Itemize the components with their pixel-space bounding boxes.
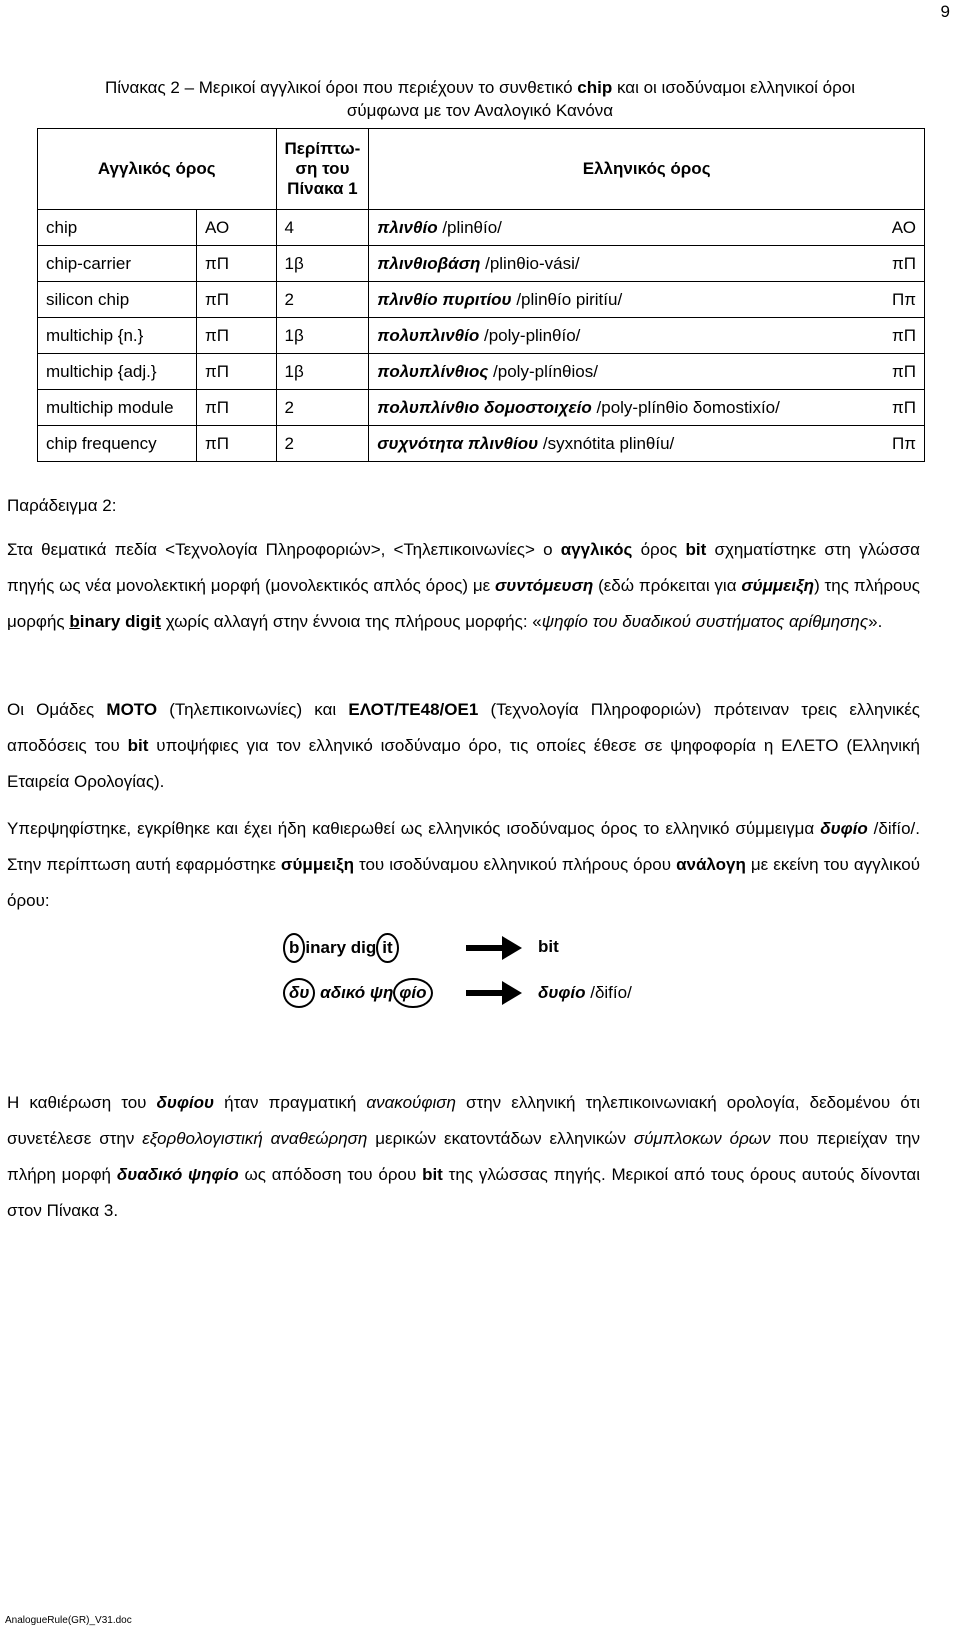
circled-part: it [376,933,398,963]
text: Υπερψηφίστηκε, εγκρίθηκε και έχει ήδη καθιερωθεί ως ελληνικός ισοδύναμος όρος το ελληνικό σύμμειγμα [7,819,821,838]
text: Η καθιέρωση του [7,1093,157,1112]
table-row [38,318,925,354]
circled-part: φίο [393,978,432,1008]
cell-greek-term [369,246,849,282]
paragraph-2 [7,692,920,800]
text-bold: ΕΛΟΤ/ΤΕ48/ΟΕ1 [348,700,479,719]
caption-bold: chip [577,78,613,97]
diagram-row-english [283,933,399,963]
cell-greek-type: πΠ [849,246,925,282]
greek-term-transliteration: /plinθío/ [437,217,502,237]
table-row [38,246,925,282]
text: /δifío/. Στην περίπτωση αυτή εφαρμόστηκε [7,819,920,874]
cell-case: 2 [276,282,369,318]
circled-part: b [283,933,305,963]
greek-term-transliteration: /plinθio-vási/ [480,253,580,273]
text-bold: bit [422,1165,443,1184]
greek-term-transliteration: /poly-plínθios/ [488,361,598,381]
greek-term-transliteration: /poly-plínθio δomostixío/ [591,397,780,417]
text-bold: bit [127,736,149,755]
greek-term-transliteration: /poly-plinθío/ [479,325,581,345]
cell-greek-term [369,282,849,318]
text-bold-italic: δυφίου [156,1093,215,1112]
cell-case: 1β [276,318,369,354]
text-bold: bit [685,540,707,559]
table-row [38,354,925,390]
cell-english-type: πΠ [197,354,276,390]
cell-greek-term [369,210,849,246]
cell-english-term: silicon chip [38,282,197,318]
text-bold-italic: σύμμειξη [741,576,815,595]
text-bold: inary digi [79,612,156,631]
greek-term-bold: πλινθίο [377,217,438,237]
circled-part: δυ [283,978,315,1008]
text-italic: εξορθολογιστική αναθεώρηση [142,1129,368,1148]
cell-english-type: πΠ [197,390,276,426]
text: (Τεχνολογία Πληροφοριών) πρότειναν τρεις ελληνικές αποδόσεις του [7,700,920,755]
diagram-result-english: bit [538,937,559,956]
text: /δifío/ [585,983,632,1002]
cell-english-type: πΠ [197,426,276,462]
text-bold: σύμμειξη [280,855,354,874]
text: ως απόδοση του όρου [238,1165,423,1184]
text-italic: ψηφίο του δυαδικού συστήματος αρίθμησης [541,612,869,631]
text: Στα θεματικά πεδία <Τεχνολογία Πληροφοριών>, <Τηλεπικοινωνίες> ο [7,540,561,559]
table-row [38,426,925,462]
text: ». [868,612,883,631]
text: του ισοδύναμου ελληνικού πλήρους όρου [353,855,677,874]
text-bold-underline: b [69,612,80,631]
greek-term-bold: πλινθίο πυριτίου [377,289,512,309]
arrow-right-icon [466,981,522,1005]
cell-greek-term [369,426,849,462]
cell-greek-type: πΠ [849,318,925,354]
header-english: Αγγλικός όρος [38,129,277,210]
text: (εδώ πρόκειται για [593,576,742,595]
greek-term-bold: πλινθιοβάση [377,253,481,273]
cell-english-term: chip [38,210,197,246]
blend-diagram [0,925,960,1055]
caption-prefix: Πίνακας 2 – Μερικοί αγγλικοί όροι που περιέχουν το συνθετικό [104,78,578,97]
paragraph-4 [7,1085,920,1229]
cell-english-term: multichip module [38,390,197,426]
cell-case: 1β [276,354,369,390]
cell-case: 2 [276,390,369,426]
cell-greek-type: πΠ [849,390,925,426]
cell-english-term: multichip {n.} [38,318,197,354]
text-bold: ΜΟΤΟ [106,700,158,719]
cell-greek-term [369,354,849,390]
header-case: Περίπτω- ση του Πίνακα 1 [276,129,369,210]
terms-table [37,128,925,462]
cell-case: 4 [276,210,369,246]
text: με εκείνη του αγγλικού όρου: [7,855,921,910]
paragraph-3 [7,811,920,919]
arrow-right-icon [466,936,522,960]
uncircled-part: αδικό ψη [315,983,394,1002]
text-italic: ανακούφιση [366,1093,456,1112]
footer-filename: AnalogueRule(GR)_V31.doc [5,1615,132,1626]
cell-case: 1β [276,246,369,282]
text: (Τηλεπικοινωνίες) και [157,700,349,719]
text: υποψήφιες για τον ελληνικό ισοδύναμο όρο, τις οποίες έθεσε σε ψηφοφορία η ΕΛΕΤΟ (Ελληνική Εταιρεία Ορολογίας). [7,736,921,791]
text-bold-italic: δυαδικό ψηφίο [116,1165,239,1184]
cell-english-type: πΠ [197,246,276,282]
table-header-row [38,129,925,210]
text: ) της πλήρους μορφής [7,576,921,631]
cell-english-term: chip frequency [38,426,197,462]
cell-greek-term [369,318,849,354]
header-greek: Ελληνικός όρος [369,129,925,210]
cell-greek-type: πΠ [849,354,925,390]
cell-greek-term [369,390,849,426]
greek-term-bold: συχνότητα πλινθίου [377,433,539,453]
cell-case: 2 [276,426,369,462]
diagram-row-greek [283,978,433,1008]
caption-line2: σύμφωνα με τον Αναλογικό Κανόνα [346,101,614,120]
example-heading: Παράδειγμα 2: [7,496,117,515]
cell-greek-type: ΑΟ [849,210,925,246]
greek-term-transliteration: /syxnótita plinθíu/ [538,433,675,453]
text: που περιείχαν την πλήρη μορφή [7,1129,921,1184]
cell-english-type: πΠ [197,282,276,318]
text: Οι Ομάδες [7,700,107,719]
caption-suffix: και οι ισοδύναμοι ελληνικοί όροι [612,78,856,97]
text: μερικών εκατοντάδων ελληνικών [367,1129,634,1148]
cell-english-term: multichip {adj.} [38,354,197,390]
text-bold: ανάλογη [676,855,746,874]
text-bold-italic: συντόμευση [495,576,594,595]
text-bold-underline: t [155,612,161,631]
table-row [38,210,925,246]
uncircled-part: inary dig [305,938,377,957]
text: ήταν πραγματική [214,1093,367,1112]
text: χωρίς αλλαγή στην έννοια της πλήρους μορφής: « [160,612,542,631]
table-row [38,282,925,318]
text: σχηματίστηκε στη γλώσσα πηγής ως νέα μονολεκτική μορφή (μονολεκτικός απλός όρος) με [7,540,921,595]
text-bold-italic: δυφίο [820,819,868,838]
text: όρος [632,540,686,559]
cell-english-type: πΠ [197,318,276,354]
page-number: 9 [940,2,950,21]
paragraph-1 [7,532,920,640]
cell-greek-type: Ππ [849,426,925,462]
text: στην ελληνική τηλεπικοινωνιακή ορολογία, δεδομένου ότι συνετέλεσε στην [7,1093,920,1148]
greek-term-bold: πολυπλίνθιο δομοστοιχείο [377,397,592,417]
greek-term-bold: πολυπλινθίο [377,325,480,345]
text-bold-italic: δυφίο [538,983,586,1002]
greek-term-bold: πολυπλίνθιος [377,361,489,381]
cell-english-term: chip-carrier [38,246,197,282]
greek-term-transliteration: /plinθío piritíu/ [511,289,623,309]
text-italic: σύμπλοκων όρων [633,1129,771,1148]
cell-greek-type: Ππ [849,282,925,318]
text-bold: αγγλικός [560,540,633,559]
table-row [38,390,925,426]
table-caption [60,76,900,122]
cell-english-type: ΑΟ [197,210,276,246]
text: της γλώσσας πηγής. Μερικοί από τους όρους αυτούς δίνονται στον Πίνακα 3. [7,1165,921,1220]
diagram-result-greek [538,983,632,1003]
